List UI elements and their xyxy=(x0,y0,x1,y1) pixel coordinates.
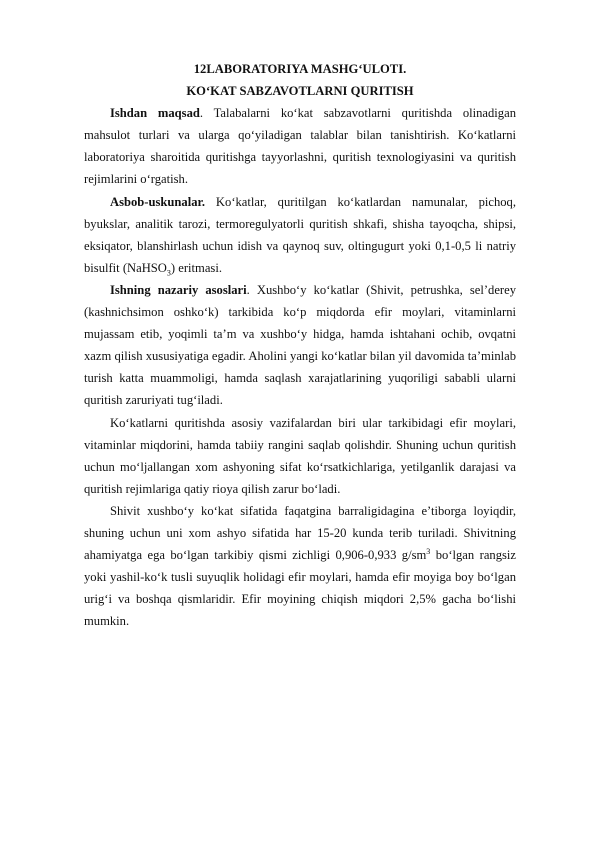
objective-label: Ishdan maqsad xyxy=(110,106,200,121)
paragraph-theory xyxy=(84,279,516,412)
unit-superscript: 3 xyxy=(426,546,431,556)
theory-label: Ishning nazariy asoslari xyxy=(110,282,247,297)
theory-text: . Xushbo‘y ko‘katlar (Shivit, petrushka, sel’derey (kashnichsimon oshko‘k) tarkibida ko‘p miqdorda efir moylari, vitaminlarni mujassam etib, yoqimli ta’m va xushbo‘y hidga, hamda ishtahani ochib, ovqatni xazm qilish xususiyatiga egadir. Aholini yangi ko‘katlar bilan yil davomida ta’minlab turish katta muammoligi, hamda saqlash xarajatlarining yuqoriligi sababli ularni quritish zaruriyati tug‘iladi. xyxy=(84,282,516,408)
objective-text: . Talabalarni ko‘kat sabzavotlarni quritishda olinadigan mahsulot turlari va ularga qo‘yiladigan talablar bilan tanishtirish. Ko‘katlarni laboratoriya sharoitida quritishga tayyorlashni, quritish texnologiyasini va quritish rejimlarini o‘rgatish. xyxy=(84,106,516,187)
paragraph-equipment xyxy=(84,191,516,279)
formula-subscript: 3 xyxy=(166,268,171,278)
dill-text-end: bo‘lgan rangsiz yoki yashil-ko‘k tusli suyuqlik holidagi efir moylari, hamda efir moyiga boy bo‘lgan urig‘i va boshqa qismlaridir. Efir moyining chiqish miqdori 2,5% gacha bo‘lishi mumkin. xyxy=(84,548,516,629)
equipment-label: Asbob-uskunalar. xyxy=(110,194,206,209)
paragraph-drying-tasks: Ko‘katlarni quritishda asosiy vazifalardan biri ular tarkibidagi efir moylari, vitaminlar miqdorini, hamda tabiiy rangini saqlab qolishdir. Shuning uchun quritish uchun mo‘ljallangan xom ashyoning sifat ko‘rsatkichlariga, yetilganlik darajasi va quritish rejimlariga qatiy rioya qilish zarur bo‘ladi. xyxy=(84,415,516,496)
lab-title: 12LABORATORIYA MASHG‘ULOTI. xyxy=(193,62,407,76)
paragraph-objective xyxy=(84,102,516,190)
lab-subtitle: KO‘KAT SABZAVOTLARNI QURITISH xyxy=(186,84,414,99)
equipment-text-end: ) eritmasi. xyxy=(170,260,222,275)
equipment-text: Ko‘katlar, quritilgan ko‘katlardan namunalar, pichoq, byukslar, analitik tarozi, termoregulyatorli quritish shkafi, shisha tayoqcha, shipsi, eksiqator, blanshirlash uchun idish va qaynoq suv, oltingugurt yoki 0,1-0,5 li natriy bisulfit (NaHSO xyxy=(84,194,516,275)
document-page xyxy=(84,58,516,632)
paragraph-dill xyxy=(84,500,516,633)
dill-text: Shivit xushbo‘y ko‘kat sifatida faqatgina barraligidagina e’tiborga loyiqdir, shuning uchun uni xom ashyo sifatida har 15-20 kunda terib turiladi. Shivitning ahamiyatga ega bo‘lgan tarkibiy qismi zichligi 0,906-0,933 g/sm xyxy=(84,503,516,563)
